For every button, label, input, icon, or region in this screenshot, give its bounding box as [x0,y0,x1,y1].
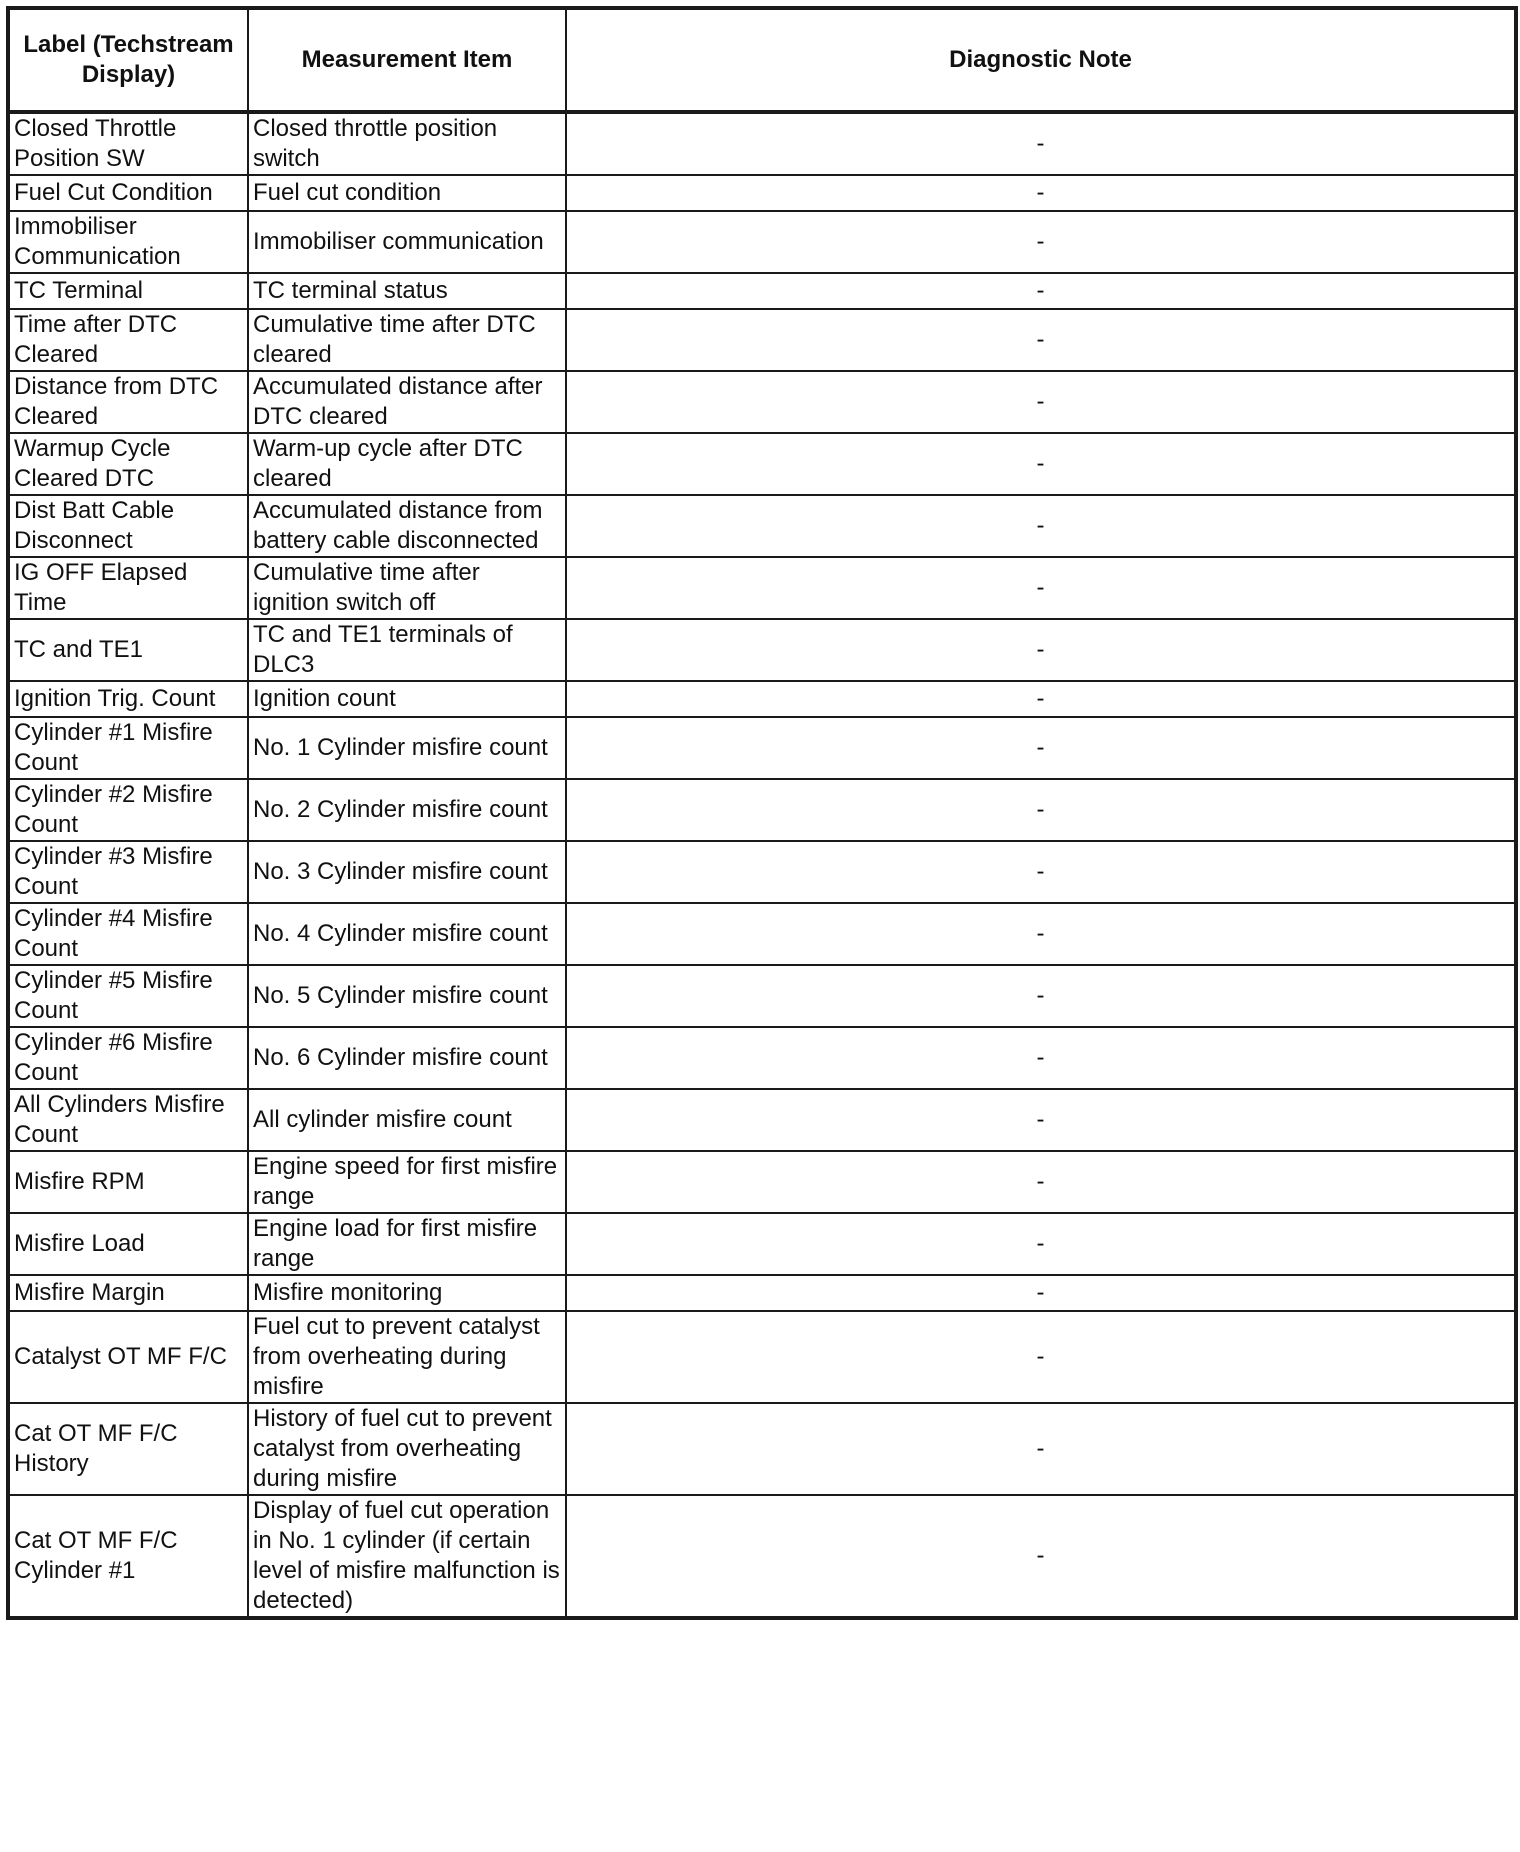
cell-label: Time after DTC Cleared [8,309,248,371]
cell-measurement-item: No. 1 Cylinder misfire count [248,717,566,779]
cell-diagnostic-note: - [566,779,1516,841]
table-row [8,1311,1516,1403]
table-row [8,841,1516,903]
cell-label: Cylinder #4 Misfire Count [8,903,248,965]
cell-label: Cylinder #5 Misfire Count [8,965,248,1027]
table-row [8,175,1516,211]
header-diagnostic-note: Diagnostic Note [566,8,1516,112]
cell-diagnostic-note: - [566,557,1516,619]
cell-label: Cylinder #6 Misfire Count [8,1027,248,1089]
cell-label: Catalyst OT MF F/C [8,1311,248,1403]
table-row [8,1495,1516,1618]
cell-diagnostic-note: - [566,1403,1516,1495]
cell-label: Dist Batt Cable Disconnect [8,495,248,557]
cell-measurement-item: No. 2 Cylinder misfire count [248,779,566,841]
cell-measurement-item: No. 6 Cylinder misfire count [248,1027,566,1089]
cell-measurement-item: Engine load for first misfire range [248,1213,566,1275]
cell-measurement-item: No. 4 Cylinder misfire count [248,903,566,965]
cell-measurement-item: No. 3 Cylinder misfire count [248,841,566,903]
table-row [8,495,1516,557]
cell-measurement-item: TC terminal status [248,273,566,309]
table-row [8,903,1516,965]
cell-measurement-item: Ignition count [248,681,566,717]
cell-diagnostic-note: - [566,1311,1516,1403]
cell-measurement-item: Fuel cut to prevent catalyst from overheating during misfire [248,1311,566,1403]
cell-measurement-item: Closed throttle position switch [248,112,566,175]
table-row [8,433,1516,495]
cell-label: Fuel Cut Condition [8,175,248,211]
cell-diagnostic-note: - [566,1275,1516,1311]
cell-label: Distance from DTC Cleared [8,371,248,433]
cell-label: Cylinder #2 Misfire Count [8,779,248,841]
cell-measurement-item: Misfire monitoring [248,1275,566,1311]
cell-measurement-item: History of fuel cut to prevent catalyst from overheating during misfire [248,1403,566,1495]
table-row [8,1275,1516,1311]
table-row [8,1027,1516,1089]
table-row [8,779,1516,841]
cell-label: Closed Throttle Position SW [8,112,248,175]
cell-diagnostic-note: - [566,175,1516,211]
cell-diagnostic-note: - [566,841,1516,903]
cell-measurement-item: Display of fuel cut operation in No. 1 cylinder (if certain level of misfire malfunction is detected) [248,1495,566,1618]
cell-label: Immobiliser Communication [8,211,248,273]
cell-label: Cat OT MF F/C Cylinder #1 [8,1495,248,1618]
cell-diagnostic-note: - [566,965,1516,1027]
cell-diagnostic-note: - [566,1495,1516,1618]
data-list-sheet [6,6,1514,1620]
cell-label: TC Terminal [8,273,248,309]
cell-label: IG OFF Elapsed Time [8,557,248,619]
table-row [8,1089,1516,1151]
cell-diagnostic-note: - [566,495,1516,557]
cell-measurement-item: Warm-up cycle after DTC cleared [248,433,566,495]
cell-label: Misfire Load [8,1213,248,1275]
cell-label: Misfire RPM [8,1151,248,1213]
cell-diagnostic-note: - [566,273,1516,309]
cell-measurement-item: Accumulated distance after DTC cleared [248,371,566,433]
table-row [8,717,1516,779]
table-row [8,211,1516,273]
cell-diagnostic-note: - [566,371,1516,433]
cell-diagnostic-note: - [566,112,1516,175]
cell-diagnostic-note: - [566,681,1516,717]
header-measurement-item: Measurement Item [248,8,566,112]
cell-diagnostic-note: - [566,211,1516,273]
cell-diagnostic-note: - [566,1089,1516,1151]
cell-diagnostic-note: - [566,717,1516,779]
cell-label: All Cylinders Misfire Count [8,1089,248,1151]
table-row [8,1151,1516,1213]
table-row [8,681,1516,717]
cell-label: Cylinder #1 Misfire Count [8,717,248,779]
table-body [8,112,1516,1618]
cell-diagnostic-note: - [566,1151,1516,1213]
cell-measurement-item: Cumulative time after ignition switch off [248,557,566,619]
cell-diagnostic-note: - [566,433,1516,495]
cell-label: Warmup Cycle Cleared DTC [8,433,248,495]
cell-diagnostic-note: - [566,619,1516,681]
cell-diagnostic-note: - [566,1027,1516,1089]
cell-measurement-item: Immobiliser communication [248,211,566,273]
cell-diagnostic-note: - [566,903,1516,965]
table-row [8,112,1516,175]
data-list-table [6,6,1518,1620]
cell-label: Ignition Trig. Count [8,681,248,717]
table-row [8,273,1516,309]
cell-measurement-item: No. 5 Cylinder misfire count [248,965,566,1027]
table-row [8,965,1516,1027]
header-row [8,8,1516,112]
table-row [8,1213,1516,1275]
cell-measurement-item: Fuel cut condition [248,175,566,211]
cell-measurement-item: All cylinder misfire count [248,1089,566,1151]
cell-diagnostic-note: - [566,309,1516,371]
cell-measurement-item: Engine speed for first misfire range [248,1151,566,1213]
cell-measurement-item: Cumulative time after DTC cleared [248,309,566,371]
header-label: Label (Techstream Display) [8,8,248,112]
table-row [8,619,1516,681]
table-row [8,557,1516,619]
cell-label: Cat OT MF F/C History [8,1403,248,1495]
table-row [8,371,1516,433]
cell-measurement-item: Accumulated distance from battery cable disconnected [248,495,566,557]
table-row [8,309,1516,371]
table-row [8,1403,1516,1495]
cell-measurement-item: TC and TE1 terminals of DLC3 [248,619,566,681]
cell-diagnostic-note: - [566,1213,1516,1275]
cell-label: Cylinder #3 Misfire Count [8,841,248,903]
cell-label: TC and TE1 [8,619,248,681]
cell-label: Misfire Margin [8,1275,248,1311]
